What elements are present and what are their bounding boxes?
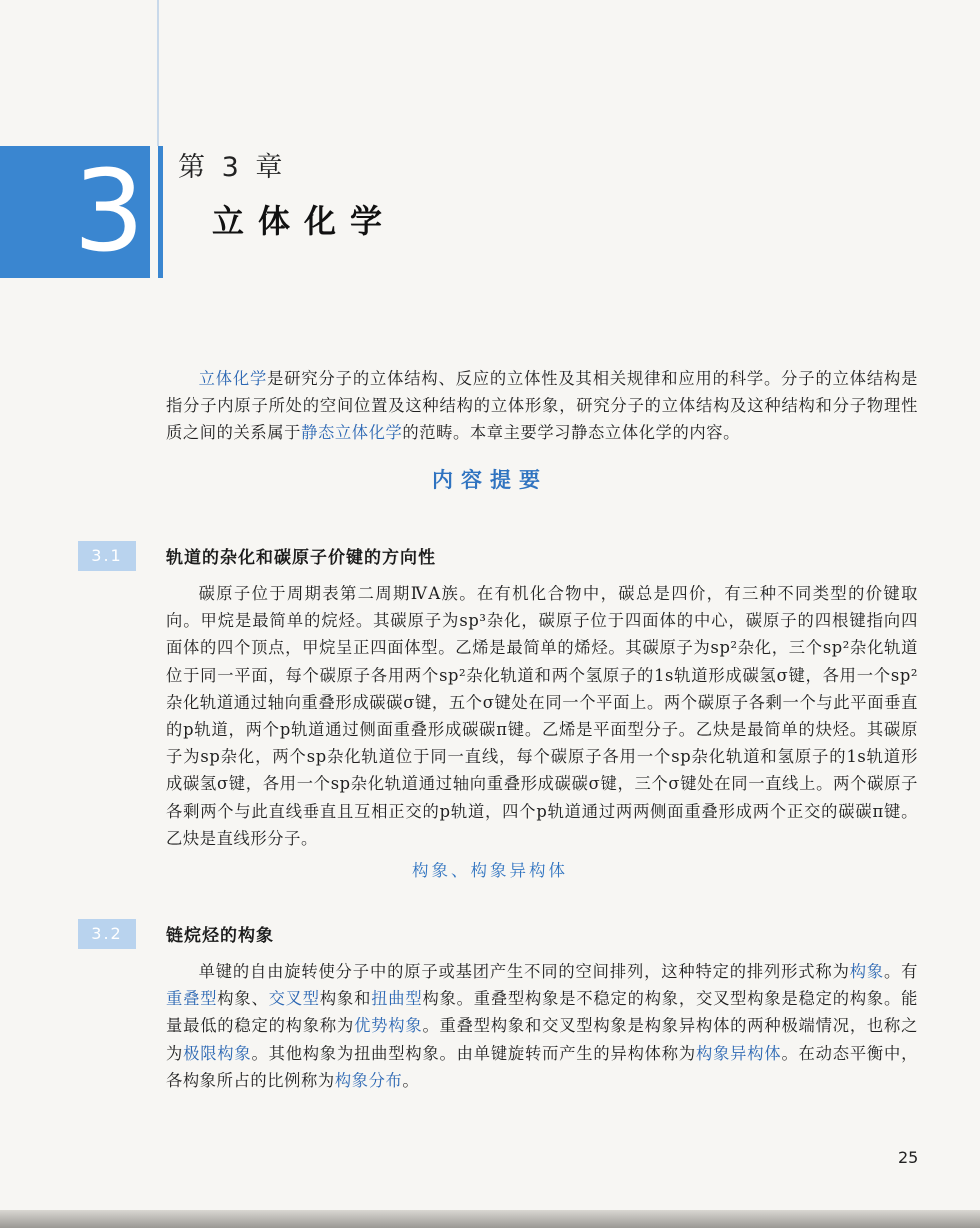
section-title-3-2: 链烷烃的构象	[166, 926, 274, 946]
key-term: 构象异构体	[695, 1043, 782, 1063]
key-term: 极限构象	[183, 1043, 252, 1063]
section-badge-3-1: 3.1	[78, 541, 136, 571]
body-text: 构象。重叠型构象是不稳定的构象，交叉型构象是稳定的构象。能量最低的稳定的构象称为	[166, 989, 919, 1036]
section-badge-3-2: 3.2	[78, 919, 136, 949]
body-text: 。重叠型构象和交叉型构象是构象异构体的两种极端情况，也称之为	[166, 1016, 919, 1063]
chapter-number: 3	[73, 147, 145, 277]
key-term: 立体化学	[198, 369, 268, 388]
subheading-conformation: 构象、构象异构体	[412, 861, 568, 880]
chapter-accent-bar	[158, 146, 163, 278]
section-body-3-1	[166, 580, 918, 852]
body-text: 构象、	[217, 989, 269, 1009]
summary-heading: 内容提要	[432, 467, 548, 492]
key-term: 重叠型	[166, 989, 218, 1009]
page-bottom-edge	[0, 1210, 980, 1228]
key-term: 优势构象	[354, 1016, 423, 1036]
body-text: 。	[402, 1070, 420, 1090]
key-term: 交叉型	[268, 989, 320, 1009]
page-number: 25	[898, 1148, 919, 1167]
chapter-title: 立体化学	[212, 202, 397, 240]
body-text: 构象和	[319, 989, 372, 1009]
body-text: 。其他构象为扭曲型构象。由单键旋转而产生的异构体称为	[251, 1043, 696, 1063]
intro-paragraph	[166, 365, 918, 447]
body-text: 。在动态平衡中，各构象所占的比例称为	[166, 1043, 918, 1090]
body-text: 。有	[883, 962, 919, 981]
body-text: 碳原子位于周期表第二周期ⅣA族。在有机化合物中，碳总是四价，有三种不同类型的价键取向。甲烷是最简单的烷烃。其碳原子为sp³杂化，碳原子位于四面体的中心，碳原子的四根键指向四面体的四个顶点，甲烷呈正四面体型。乙烯是最简单的烯烃。其碳原子为sp²杂化，三个sp²杂化轨道位于同一平面，每个碳原子各用两个sp²杂化轨道和两个氢原子的1s轨道形成碳氢σ键，各用一个sp²杂化轨道通过轴向重叠形成碳碳σ键，五个σ键处在同一个平面上。两个碳原子各剩一个与此平面垂直的p轨道，两个p轨道通过侧面重叠形成碳碳π键。乙烯是平面型分子。乙炔是最简单的炔烃。其碳原子为sp杂化，两个sp杂化轨道位于同一直线，每个碳原子各用一个sp杂化轨道和氢原子的1s轨道形成碳氢σ键，各用一个sp杂化轨道通过轴向重叠形成碳碳σ键，三个σ键处在同一直线上。两个碳原子各剩两个与此直线垂直且互相正交的p轨道，四个p轨道通过两两侧面重叠形成两个正交的碳碳π键。乙炔是直线形分子。	[166, 584, 918, 848]
chapter-label: 第 3 章	[178, 152, 287, 183]
key-term: 构象	[849, 962, 884, 981]
key-term: 构象分布	[334, 1070, 403, 1090]
section-body-3-2	[166, 958, 918, 1094]
body-text: 单键的自由旋转使分子中的原子或基团产生不同的空间排列，这种特定的排列形式称为	[198, 962, 850, 981]
body-text: 的范畴。本章主要学习静态立体化学的内容。	[402, 423, 740, 443]
body-text: 是研究分子的立体结构、反应的立体性及其相关规律和应用的科学。分子的立体结构是指分子内原子所处的空间位置及这种结构的立体形象，研究分子的立体结构及这种结构和分子物理性质之间的关系属于	[166, 369, 918, 443]
section-title-3-1: 轨道的杂化和碳原子价键的方向性	[166, 548, 436, 568]
key-term: 静态立体化学	[301, 423, 403, 443]
key-term: 扭曲型	[371, 989, 423, 1009]
margin-rule	[157, 0, 159, 146]
